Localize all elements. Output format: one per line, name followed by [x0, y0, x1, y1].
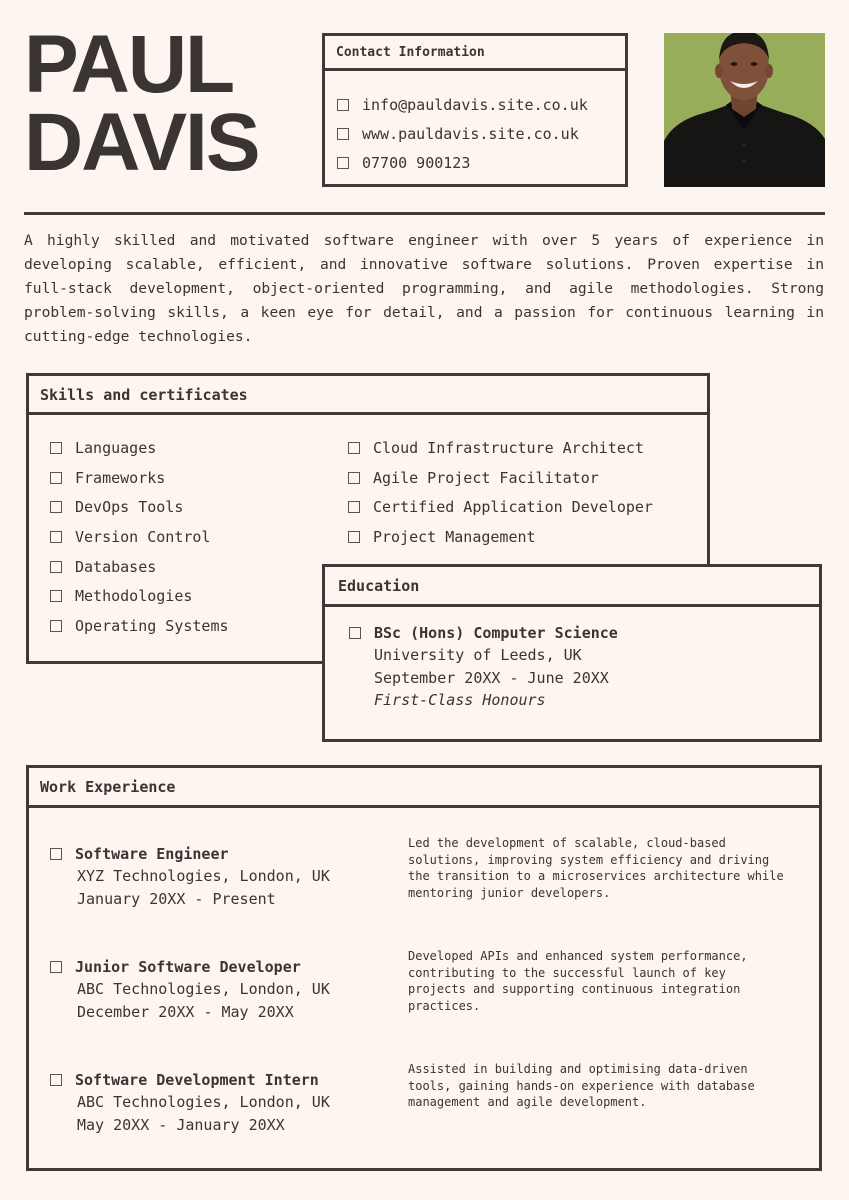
contact-phone — [337, 148, 625, 177]
checkbox-icon — [50, 531, 62, 543]
job-summary — [50, 1069, 390, 1136]
contact-information-heading: Contact Information — [325, 36, 625, 71]
checkbox-icon — [348, 531, 360, 543]
skill-label: DevOps Tools — [75, 498, 184, 517]
certificate-label: Project Management — [373, 527, 536, 546]
certificates-list — [348, 433, 653, 552]
email-text[interactable]: info@pauldavis.site.co.uk — [362, 95, 588, 114]
job-meta — [50, 978, 390, 1023]
certificate-label: Certified Application Developer — [373, 498, 653, 517]
checkbox-icon — [50, 501, 62, 513]
honours: First-Class Honours — [374, 691, 546, 709]
checkbox-icon — [337, 128, 349, 140]
certificate-label: Agile Project Facilitator — [373, 468, 599, 487]
checkbox-icon — [349, 627, 361, 639]
checkbox-icon — [348, 442, 360, 454]
certificate-item — [348, 463, 653, 493]
checkbox-icon — [50, 848, 62, 860]
person-portrait-icon — [664, 33, 825, 187]
checkbox-icon — [50, 1074, 62, 1086]
header-divider — [24, 212, 825, 215]
job-title-row — [50, 956, 390, 978]
job-dates: May 20XX - January 20XX — [77, 1115, 285, 1134]
profile-summary: A highly skilled and motivated software engineer with over 5 years of experience in developing scalable, efficient, and innovative software solutions. Proven expertise in full-stack development, object-oriented programming, and agile methodologies. Strong problem-solving skills, a keen eye for detail, and a passion for continuous learning in cutting-edge technologies. — [24, 232, 824, 345]
skill-item — [50, 611, 229, 641]
checkbox-icon — [50, 561, 62, 573]
checkbox-icon — [50, 961, 62, 973]
degree-row — [349, 622, 618, 644]
checkbox-icon — [348, 472, 360, 484]
job-description: Led the development of scalable, cloud-based solutions, improving system efficiency and driving the transition to a microservices architecture while mentoring junior developers. — [408, 836, 784, 901]
education-details — [349, 644, 618, 712]
job-title: Junior Software Developer — [75, 958, 301, 976]
skill-label: Databases — [75, 557, 157, 576]
checkbox-icon — [337, 99, 349, 111]
contact-website — [337, 119, 625, 148]
checkbox-icon — [50, 620, 62, 632]
skill-item — [50, 433, 229, 463]
profile-photo — [664, 33, 825, 187]
job-dates: December 20XX - May 20XX — [77, 1002, 294, 1021]
education-dates: September 20XX - June 20XX — [374, 668, 609, 687]
skill-item — [50, 581, 229, 611]
certificate-label: Cloud Infrastructure Architect — [373, 438, 644, 457]
job-title-row — [50, 843, 390, 865]
skills-heading: Skills and certificates — [29, 376, 707, 415]
job-description: Developed APIs and enhanced system performance, contributing to the successful launch of key projects and supporting continuous integration practices. — [408, 949, 748, 1014]
skill-label: Methodologies — [75, 587, 193, 606]
job-title: Software Development Intern — [75, 1071, 319, 1089]
job-title: Software Engineer — [75, 845, 229, 863]
certificate-item — [348, 433, 653, 463]
job-company: XYZ Technologies, London, UK — [77, 867, 330, 885]
skill-item — [50, 463, 229, 493]
education-entry — [349, 622, 618, 712]
institution: University of Leeds, UK — [374, 646, 582, 664]
education-box — [322, 564, 822, 742]
job-summary — [50, 843, 390, 910]
job-title-row — [50, 1069, 390, 1091]
work-experience-heading: Work Experience — [29, 768, 819, 808]
skill-label: Frameworks — [75, 468, 166, 487]
job-meta — [50, 1091, 390, 1136]
job-meta — [50, 865, 390, 910]
job-company: ABC Technologies, London, UK — [77, 1093, 330, 1111]
job-summary — [50, 956, 390, 1023]
contact-information-box — [322, 33, 628, 187]
work-experience-box — [26, 765, 822, 1171]
contact-email — [337, 90, 625, 119]
skill-label: Version Control — [75, 527, 211, 546]
job-description: Assisted in building and optimising data-driven tools, gaining hands-on experience with database management and agile development. — [408, 1062, 755, 1110]
checkbox-icon — [348, 501, 360, 513]
first-name: PAUL — [24, 19, 234, 110]
checkbox-icon — [50, 442, 62, 454]
phone-text[interactable]: 07700 900123 — [362, 153, 471, 172]
checkbox-icon — [50, 472, 62, 484]
job-company: ABC Technologies, London, UK — [77, 980, 330, 998]
skill-label: Languages — [75, 438, 157, 457]
website-text[interactable]: www.pauldavis.site.co.uk — [362, 124, 579, 143]
certificate-item — [348, 492, 653, 522]
degree-title: BSc (Hons) Computer Science — [374, 624, 618, 642]
last-name: DAVIS — [24, 97, 259, 188]
checkbox-icon — [337, 157, 349, 169]
skill-item — [50, 522, 229, 552]
candidate-name — [24, 19, 259, 188]
skill-item — [50, 492, 229, 522]
skill-item — [50, 552, 229, 582]
skills-list — [50, 433, 229, 641]
job-dates: January 20XX - Present — [77, 889, 276, 908]
education-heading: Education — [325, 567, 819, 607]
certificate-item — [348, 522, 653, 552]
skill-label: Operating Systems — [75, 616, 229, 635]
checkbox-icon — [50, 590, 62, 602]
contact-list — [325, 71, 625, 177]
